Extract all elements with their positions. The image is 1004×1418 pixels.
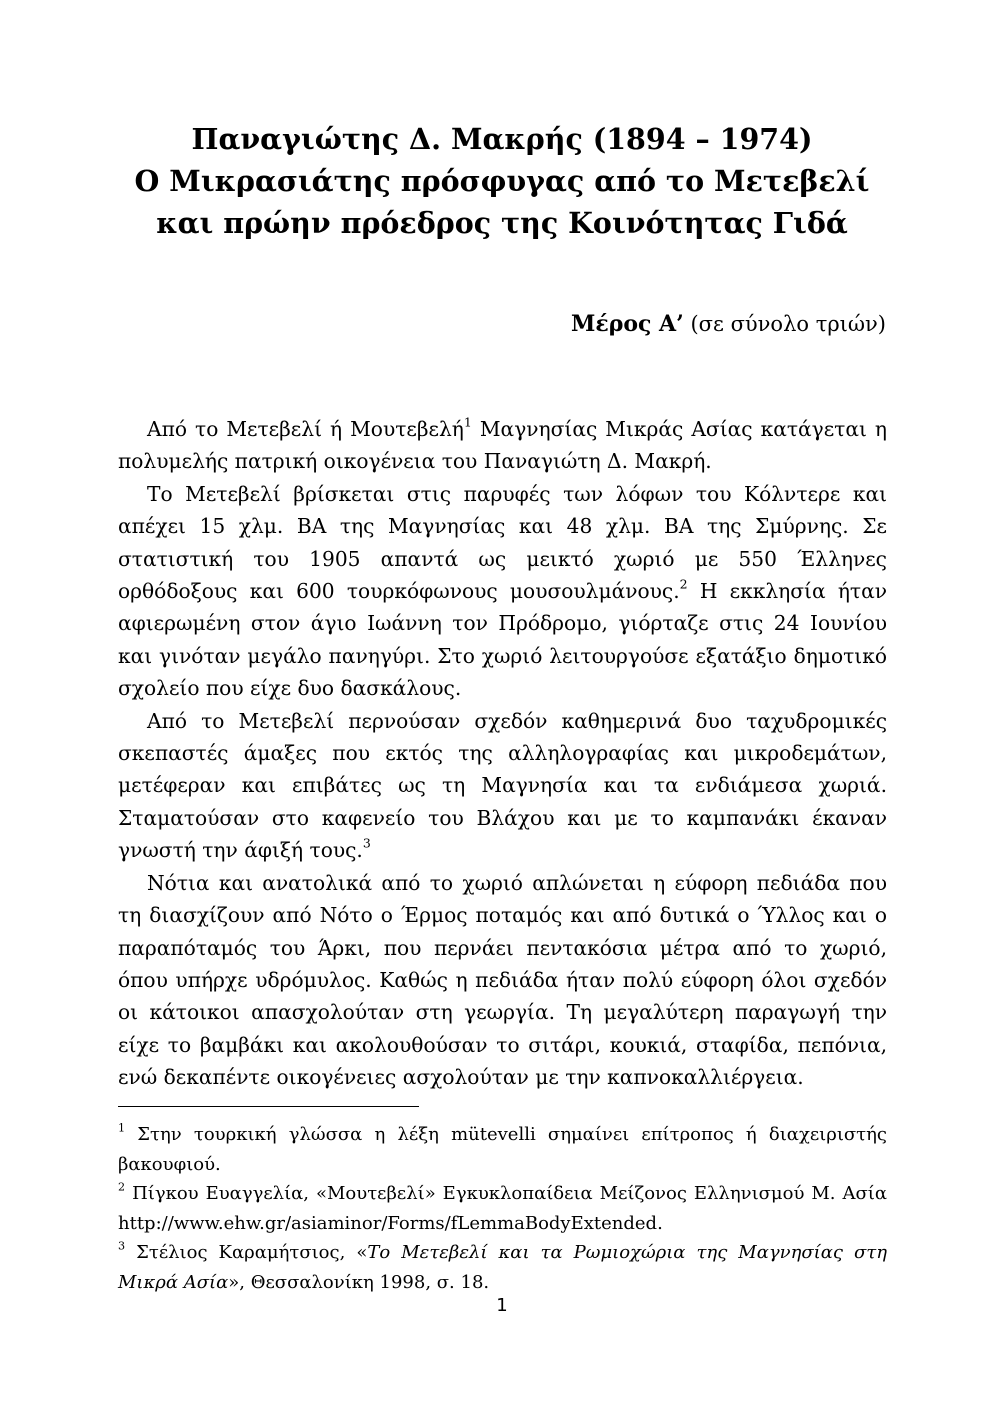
part-note: (σε σύνολο τριών) (690, 312, 886, 336)
footnote-ref-3: 3 (362, 835, 371, 851)
p2-text-a: Το Μετεβελί βρίσκεται στις παρυφές των λόφων του Κόλντερε και απέχει 15 χλμ. ΒΑ της Μαγνησίας και 48 χλμ. ΒΑ της Σμύρνης. Σε στατιστική του 1905 απαντά ως μεικτό χωριό με 550 Έλληνες ορθόδοξους και 600 τουρκόφωνους μουσουλμάνους. (118, 481, 887, 604)
page-number: 1 (496, 1295, 508, 1316)
footnote-1-text: Στην τουρκική γλώσσα η λέξη mütevelli σημαίνει επίτροπος ή διαχειριστής βακουφιού. (118, 1124, 887, 1175)
part-label: Μέρος Α’ (570, 311, 684, 337)
title-line-3: και πρώην πρόεδρος της Κοινότητας Γιδά (156, 206, 848, 240)
p3-text-a: Από το Μετεβελί περνούσαν σχεδόν καθημερινά δυο ταχυδρομικές σκεπαστές άμαξες που εκτός της αλληλογραφίας και μικροδεμάτων, μετέφεραν και επιβάτες ως τη Μαγνησία και τα ενδιάμεσα χωριά. Σταματούσαν στο καφενείο του Βλάχου και με το καμπανάκι έκαναν γνωστή την άφιξή τους. (118, 708, 887, 863)
title-line-1: Παναγιώτης Δ. Μακρής (1894 – 1974) (191, 122, 813, 156)
footnote-2-text: Πίγκου Ευαγγελία, «Μουτεβελί» Εγκυκλοπαίδεια Μείζονος Ελληνισμού Μ. Ασία http://www.ehw.gr/asiaminor/Forms/fLemmaBodyExtended. (118, 1183, 887, 1234)
footnote-3-number: 3 (118, 1239, 126, 1253)
paragraph-4: Νότια και ανατολικά από το χωριό απλώνεται η εύφορη πεδιάδα που τη διασχίζουν από Νότο ο Έρμος ποταμός και από δυτικά ο Ύλλος και ο παραπόταμός του Άρκι, που περνάει πεντακόσια μέτρα από το χωριό, όπου υπήρχε υδρόμυλος. Καθώς η πεδιάδα ήταν πολύ εύφορη όλοι σχεδόν οι κάτοικοι απασχολούταν στη γεωργία. Τη μεγαλύτερη παραγωγή την είχε το βαμβάκι και ακολουθούσαν το σιτάρι, κουκιά, σταφίδα, πεπόνια, ενώ δεκαπέντε οικογένειες ασχολούταν με την καπνοκαλλιέργεια. (118, 870, 887, 1090)
footnote-1-number: 1 (118, 1121, 126, 1135)
part-heading (571, 307, 886, 341)
footnote-2 (118, 1179, 887, 1238)
paragraph-1 (118, 413, 887, 478)
footnote-3 (118, 1238, 887, 1297)
document-title (0, 118, 1004, 244)
footnote-3-pre: Στέλιος Καραμήτσιος, « (125, 1242, 368, 1263)
footnote-3-book-title: Το Μετεβελί και τα Ρωμιοχώρια της Μαγνησίας στη Μικρά Ασία (118, 1242, 887, 1293)
p2-text-b: Η εκκλησία ήταν αφιερωμένη στον άγιο Ιωάννη τον Πρόδρομο, γιόρταζε στις 24 Ιουνίου και γινόταν μεγάλο πανηγύρι. Στο χωριό λειτουργούσε εξατάξιο δημοτικό σχολείο που είχε δυο δασκάλους. (118, 579, 887, 701)
footnotes (118, 1120, 887, 1297)
footnote-ref-1: 1 (463, 414, 472, 430)
body-text (118, 413, 887, 1094)
paragraph-3 (118, 705, 887, 867)
p1-text-a: Από το Μετεβελί ή Μουτεβελή (147, 417, 464, 441)
footnote-3-post: », Θεσσαλονίκη 1998, σ. 18. (228, 1271, 490, 1293)
paragraph-2 (118, 478, 887, 705)
footnote-2-number: 2 (118, 1180, 126, 1194)
p1-text-b: Μαγνησίας Μικράς Ασίας κατάγεται η πολυμελής πατρική οικογένεια του Παναγιώτη Δ. Μακρή. (118, 417, 887, 474)
title-line-2: Ο Μικρασιάτης πρόσφυγας από το Μετεβελί (134, 164, 870, 198)
footnote-ref-2: 2 (679, 576, 688, 592)
footnote-1 (118, 1120, 887, 1179)
footnote-separator (118, 1106, 419, 1107)
